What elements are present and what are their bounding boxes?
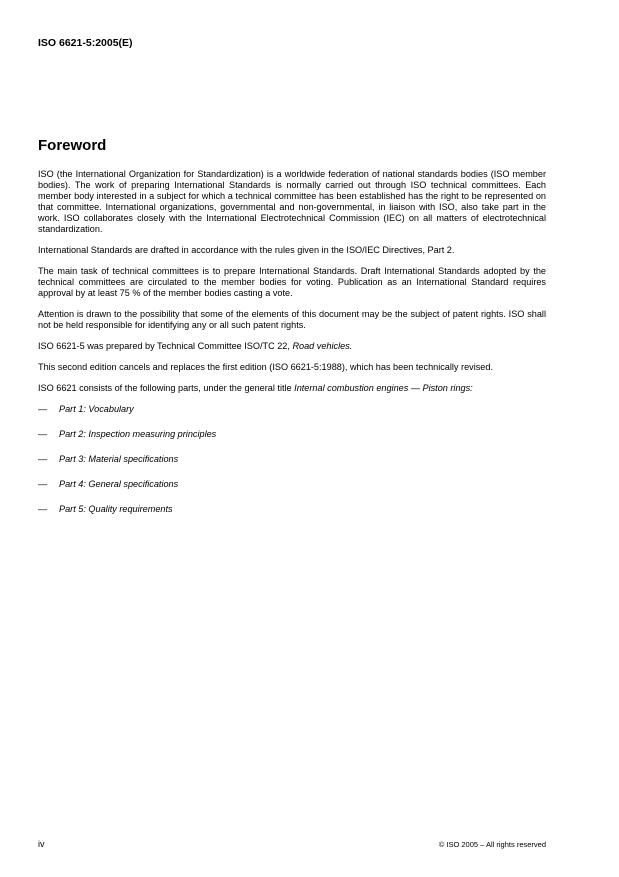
paragraph-edition: This second edition cancels and replaces the first edition (ISO 6621-5:1988), which has been technically revised. [38,362,493,372]
page-number: iv [38,839,45,849]
list-dash: — [38,454,48,464]
list-item [38,404,546,429]
document-id-header: ISO 6621-5:2005(E) [38,37,133,49]
list-dash: — [38,504,48,514]
paragraph-directives: International Standards are drafted in accordance with the rules given in the ISO/IEC Directives, Part 2. [38,245,455,255]
list-item [38,479,546,504]
list-dash: — [38,404,48,414]
prepared-by-text: ISO 6621-5 was prepared by Technical Committee ISO/TC 22, [38,341,293,351]
paragraph-patent-rights: Attention is drawn to the possibility that some of the elements of this document may be the subject of patent rights. ISO shall not be held responsible for identifying any or all such patent rights. [38,309,546,330]
list-item-text: Part 2: Inspection measuring principles [59,429,217,439]
list-item [38,504,546,529]
foreword-body [38,169,546,529]
list-item-text: Part 4: General specifications [59,479,179,489]
general-title: Internal combustion engines — Piston rings: [294,383,473,393]
list-item-text: Part 3: Material specifications [59,454,179,464]
parts-intro-text: ISO 6621 consists of the following parts, under the general title [38,383,295,393]
paragraph-iso-intro: ISO (the International Organization for Standardization) is a worldwide federation of national standards bodies (ISO member bodies). The work of preparing International Standards is normally carried out through ISO technical committees. Each member body interested in a subject for which a technical committee has been established has the right to be represented on that committee. International organizations, governmental and non-governmental, in liaison with ISO, also take part in the work. ISO collaborates closely with the International Electrotechnical Commission (IEC) on all matters of electrotechnical standardization. [38,169,546,234]
paragraph-parts-intro [38,383,546,394]
page-title: Foreword [38,137,107,154]
list-item-text: Part 1: Vocabulary [59,404,134,414]
list-item [38,454,546,479]
committee-subject: Road vehicles. [292,341,353,351]
parts-list [38,404,546,529]
paragraph-prepared-by [38,341,546,352]
list-dash: — [38,429,48,439]
list-item [38,429,546,454]
copyright-notice: © ISO 2005 – All rights reserved [438,840,546,849]
list-dash: — [38,479,48,489]
paragraph-technical-committees: The main task of technical committees is to prepare International Standards. Draft International Standards adopted by the technical committees are circulated to the member bodies for voting. Publication as an International Standard requires approval by at least 75 % of the member bodies casting a vote. [38,266,546,298]
list-item-text: Part 5: Quality requirements [59,504,173,514]
